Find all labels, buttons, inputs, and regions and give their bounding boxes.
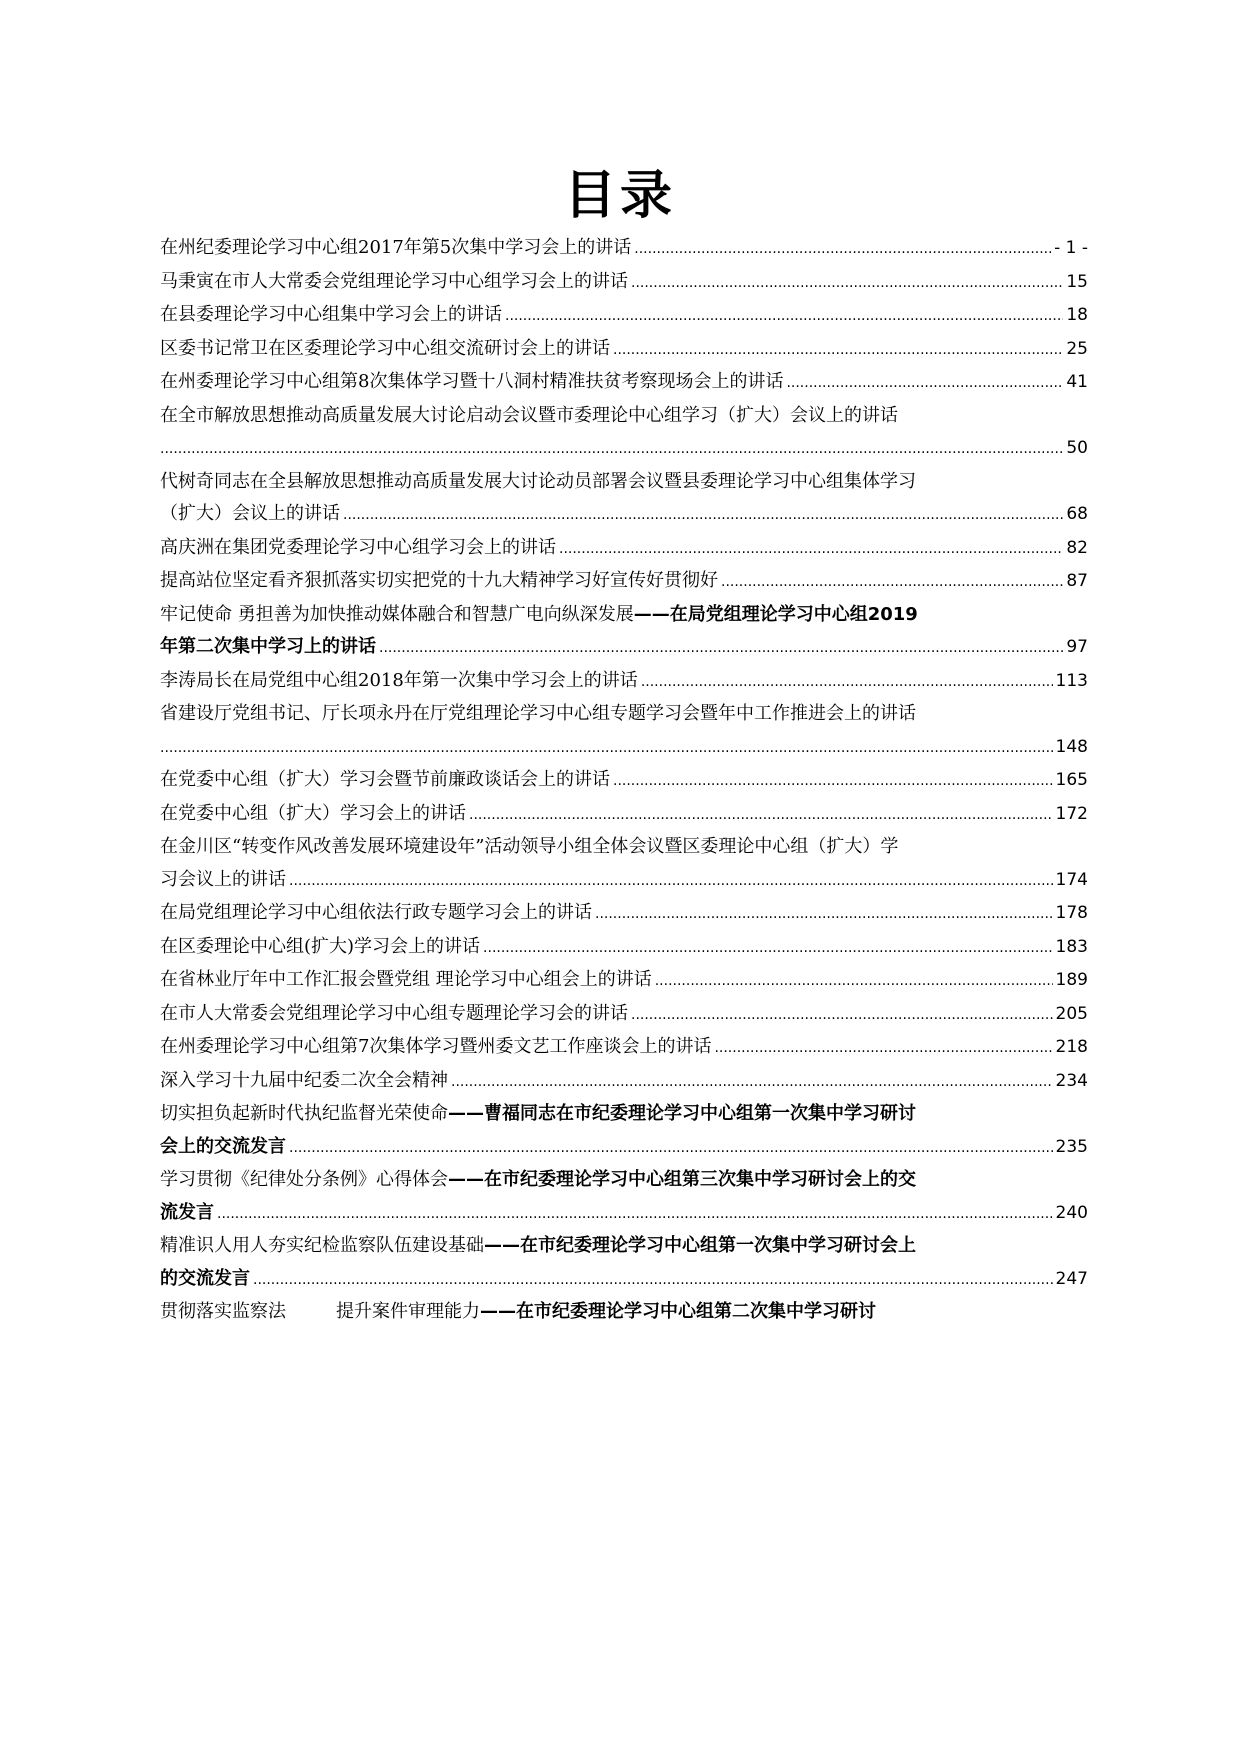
toc-entry-subtitle: ——曹福同志在市纪委理论学习中心组第一次集中学习研讨 (448, 1103, 916, 1124)
toc-entry-subtitle: ——在市纪委理论学习中心组第三次集中学习研讨会上的交 (448, 1169, 916, 1190)
toc-entry[interactable] (160, 333, 1088, 367)
toc-entry[interactable] (160, 897, 1088, 931)
toc-entry-title-part: 提升案件审理能力 (336, 1301, 480, 1322)
toc-page-number: 113 (1055, 670, 1088, 691)
toc-page-number: 50 (1066, 438, 1088, 458)
toc-entry-title: 学习贯彻《纪律处分条例》心得体会 (160, 1169, 448, 1190)
toc-entry-title: 在金川区“转变作风改善发展环境建设年”活动领导小组全体会议暨区委理论中心组（扩大）学 (160, 836, 899, 857)
toc-entry[interactable] (160, 366, 1088, 400)
toc-entry-title: 在市人大常委会党组理论学习中心组专题理论学习会的讲话 (160, 1002, 628, 1024)
leader-dots (631, 999, 1053, 1032)
table-of-contents (160, 232, 1088, 1329)
toc-page-number: 183 (1055, 936, 1088, 957)
leader-dots (160, 433, 1063, 466)
toc-entry-title: 精准识人用人夯实纪检监察队伍建设基础 (160, 1235, 484, 1256)
toc-page-number: 205 (1055, 1003, 1088, 1024)
leader-dots (217, 1198, 1053, 1231)
toc-entry[interactable] (160, 1296, 1088, 1329)
toc-entry[interactable] (160, 831, 1088, 897)
leader-dots (451, 1066, 1053, 1099)
toc-page-number: 235 (1055, 1136, 1088, 1157)
leader-dots (289, 1132, 1053, 1165)
toc-entry[interactable] (160, 798, 1088, 832)
toc-page-number: 165 (1055, 770, 1088, 790)
toc-entry-subtitle: ——在局党组理论学习中心组2019 (633, 603, 918, 625)
toc-entry[interactable] (160, 466, 1088, 532)
toc-page-number: - 1 - (1054, 238, 1088, 258)
toc-page-number: 41 (1066, 372, 1088, 392)
toc-entry-title: 在党委中心组（扩大）学习会上的讲话 (160, 802, 466, 824)
toc-page-number: 15 (1066, 271, 1088, 292)
leader-dots (721, 566, 1063, 599)
toc-page-number: 97 (1066, 637, 1088, 657)
toc-page-number: 218 (1055, 1037, 1088, 1057)
toc-entry[interactable] (160, 1230, 1088, 1296)
toc-entry-title: 在县委理论学习中心组集中学习会上的讲话 (160, 304, 502, 325)
toc-entry-title: 代树奇同志在全县解放思想推动高质量发展大讨论动员部署会议暨县委理论学习中心组集体学习 (160, 470, 916, 492)
leader-dots (160, 732, 1053, 765)
leader-dots (289, 865, 1053, 898)
leader-dots (786, 367, 1063, 400)
toc-entry-title: 深入学习十九届中纪委二次全会精神 (160, 1069, 448, 1091)
leader-dots (634, 233, 1051, 266)
leader-dots (559, 533, 1063, 566)
leader-dots (613, 765, 1053, 798)
toc-entry[interactable] (160, 599, 1088, 665)
toc-entry-title: 在州委理论学习中心组第8次集体学习暨十八洞村精准扶贫考察现场会上的讲话 (160, 371, 784, 392)
toc-entry-subtitle: ——在市纪委理论学习中心组第二次集中学习研讨 (480, 1301, 876, 1322)
page-title: 目录 (563, 166, 676, 226)
leader-dots (613, 334, 1063, 367)
leader-dots (641, 666, 1053, 699)
toc-entry-subtitle-continued: 的交流发言 (160, 1267, 250, 1289)
toc-page-number: 240 (1055, 1202, 1088, 1223)
leader-dots (469, 799, 1053, 832)
leader-dots (483, 932, 1053, 965)
toc-entry-title: 省建设厅党组书记、厅长项永丹在厅党组理论学习中心组专题学习会暨年中工作推进会上的讲话 (160, 703, 916, 724)
toc-entry[interactable] (160, 1164, 1088, 1230)
toc-entry[interactable] (160, 565, 1088, 599)
toc-page-number: 172 (1055, 803, 1088, 824)
toc-entry-title: 在区委理论中心组(扩大)学习会上的讲话 (160, 935, 481, 957)
toc-entry-title: 在州纪委理论学习中心组2017年第5次集中学习会上的讲话 (160, 237, 632, 258)
toc-entry-subtitle: ——在市纪委理论学习中心组第一次集中学习研讨会上 (484, 1235, 916, 1256)
leader-dots (343, 499, 1063, 532)
toc-entry[interactable] (160, 665, 1088, 699)
toc-entry[interactable] (160, 964, 1088, 998)
toc-entry-title: 马秉寅在市人大常委会党组理论学习中心组学习会上的讲话 (160, 270, 628, 292)
leader-dots (595, 898, 1053, 931)
toc-entry-title: 贯彻落实监察法 (160, 1301, 286, 1322)
toc-entry[interactable] (160, 532, 1088, 566)
leader-dots (655, 965, 1053, 998)
toc-entry-title: 在州委理论学习中心组第7次集体学习暨州委文艺工作座谈会上的讲话 (160, 1036, 712, 1057)
toc-entry-subtitle-continued: 年第二次集中学习上的讲话 (160, 636, 376, 657)
toc-entry-title: 李涛局长在局党组中心组2018年第一次集中学习会上的讲话 (160, 669, 638, 691)
toc-entry[interactable] (160, 1031, 1088, 1065)
toc-page-number: 148 (1055, 736, 1088, 757)
toc-entry[interactable] (160, 1065, 1088, 1099)
toc-page-number: 25 (1066, 338, 1088, 359)
toc-page-number: 189 (1055, 970, 1088, 990)
toc-entry-title: 区委书记常卫在区委理论学习中心组交流研讨会上的讲话 (160, 337, 610, 359)
toc-entry-title: 牢记使命 勇担善为加快推动媒体融合和智慧广电向纵深发展 (160, 603, 634, 625)
toc-entry[interactable] (160, 232, 1088, 266)
leader-dots (505, 300, 1063, 333)
toc-entry[interactable] (160, 698, 1088, 764)
toc-entry-subtitle-continued: 会上的交流发言 (160, 1135, 286, 1157)
toc-page-number: 68 (1066, 504, 1088, 524)
toc-entry[interactable] (160, 931, 1088, 965)
toc-entry-title: 切实担负起新时代执纪监督光荣使命 (160, 1103, 448, 1124)
leader-dots (631, 267, 1063, 300)
toc-entry[interactable] (160, 299, 1088, 333)
toc-entry-subtitle-continued: 流发言 (160, 1201, 214, 1223)
toc-page-number: 82 (1066, 537, 1088, 558)
leader-dots (714, 1032, 1052, 1065)
toc-entry-title-continued: （扩大）会议上的讲话 (160, 503, 340, 524)
leader-dots (379, 632, 1063, 665)
toc-entry-title: 在全市解放思想推动高质量发展大讨论启动会议暨市委理论中心组学习（扩大）会议上的讲话 (160, 404, 898, 426)
toc-entry-title: 在局党组理论学习中心组依法行政专题学习会上的讲话 (160, 902, 592, 923)
toc-page-number: 178 (1055, 903, 1088, 923)
toc-entry[interactable] (160, 400, 1088, 466)
toc-entry-title: 高庆洲在集团党委理论学习中心组学习会上的讲话 (160, 536, 556, 558)
toc-entry-title: 在党委中心组（扩大）学习会暨节前廉政谈话会上的讲话 (160, 769, 610, 790)
toc-page-number: 87 (1066, 571, 1088, 591)
toc-entry[interactable] (160, 266, 1088, 300)
toc-entry[interactable] (160, 1098, 1088, 1164)
leader-dots (253, 1264, 1053, 1297)
toc-entry-title-continued: 习会议上的讲话 (160, 868, 286, 890)
toc-entry[interactable] (160, 764, 1088, 798)
toc-page-number: 234 (1055, 1070, 1088, 1091)
toc-page-number: 18 (1066, 305, 1088, 325)
toc-entry-title: 在省林业厅年中工作汇报会暨党组 理论学习中心组会上的讲话 (160, 969, 652, 990)
toc-entry[interactable] (160, 998, 1088, 1032)
toc-entry-title: 提高站位坚定看齐狠抓落实切实把党的十九大精神学习好宣传好贯彻好 (160, 570, 718, 591)
toc-page-number: 174 (1055, 869, 1088, 890)
toc-page-number: 247 (1055, 1268, 1088, 1289)
